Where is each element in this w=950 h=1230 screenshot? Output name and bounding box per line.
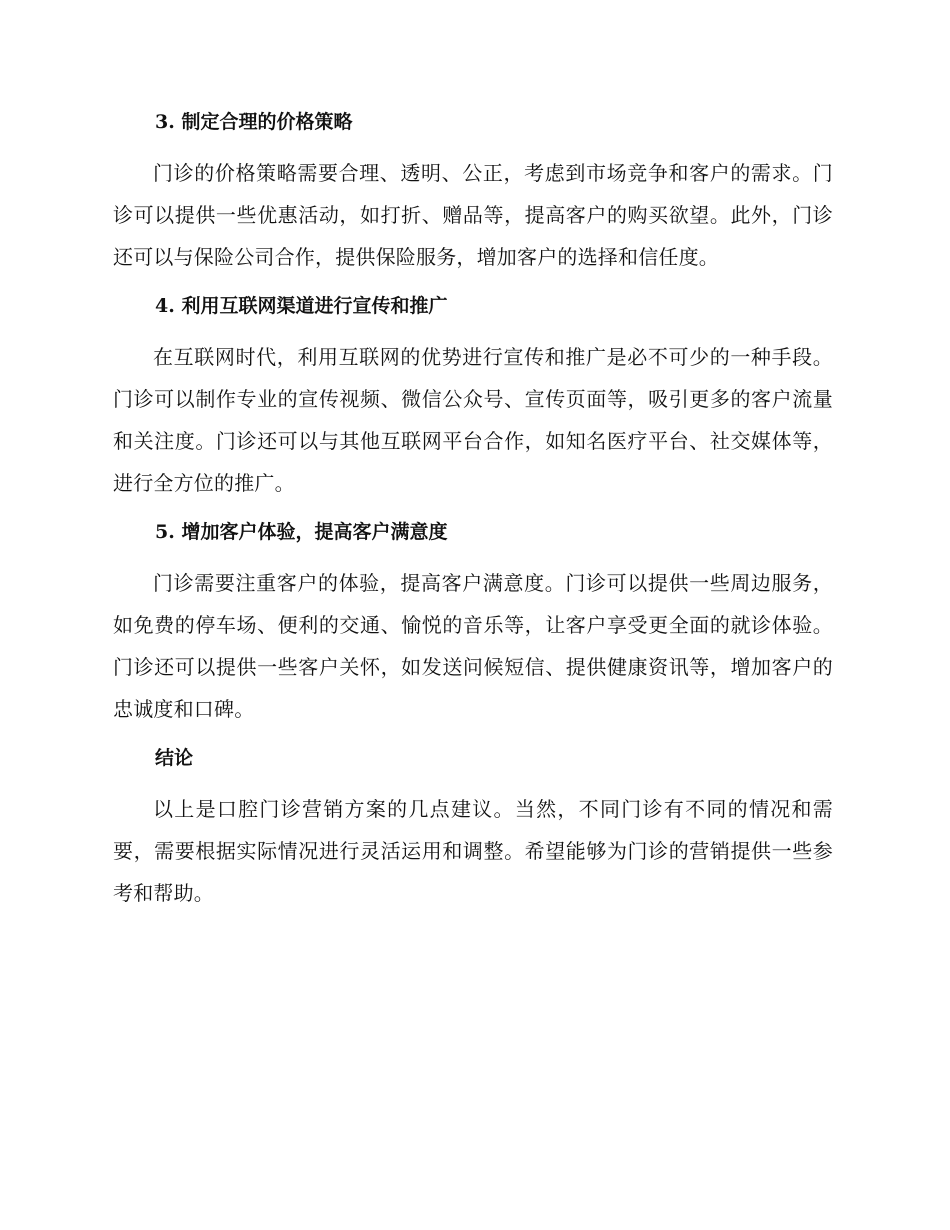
section-heading: 结论	[155, 747, 194, 769]
section-customer-experience	[113, 518, 833, 730]
section-pricing-strategy	[113, 108, 833, 278]
section-heading: 4. 利用互联网渠道进行宣传和推广	[155, 295, 448, 317]
section-paragraph: 以上是口腔门诊营销方案的几点建议。当然，不同门诊有不同的情况和需要，需要根据实际情况进行灵活运用和调整。希望能够为门诊的营销提供一些参考和帮助。	[113, 797, 833, 905]
section-conclusion	[113, 744, 833, 914]
section-paragraph: 在互联网时代，利用互联网的优势进行宣传和推广是必不可少的一种手段。门诊可以制作专业的宣传视频、微信公众号、宣传页面等，吸引更多的客户流量和关注度。门诊还可以与其他互联网平台合作，如知名医疗平台、社交媒体等，进行全方位的推广。	[113, 345, 833, 495]
section-heading: 3. 制定合理的价格策略	[155, 111, 353, 133]
section-heading: 5. 增加客户体验，提高客户满意度	[155, 521, 448, 543]
section-paragraph: 门诊的价格策略需要合理、透明、公正，考虑到市场竞争和客户的需求。门诊可以提供一些优惠活动，如打折、赠品等，提高客户的购买欲望。此外，门诊还可以与保险公司合作，提供保险服务，增加客户的选择和信任度。	[113, 161, 833, 269]
section-internet-promotion	[113, 292, 833, 504]
document-page	[113, 108, 833, 928]
section-paragraph: 门诊需要注重客户的体验，提高客户满意度。门诊可以提供一些周边服务，如免费的停车场、便利的交通、愉悦的音乐等，让客户享受更全面的就诊体验。门诊还可以提供一些客户关怀，如发送问候短信、提供健康资讯等，增加客户的忠诚度和口碑。	[113, 571, 833, 721]
